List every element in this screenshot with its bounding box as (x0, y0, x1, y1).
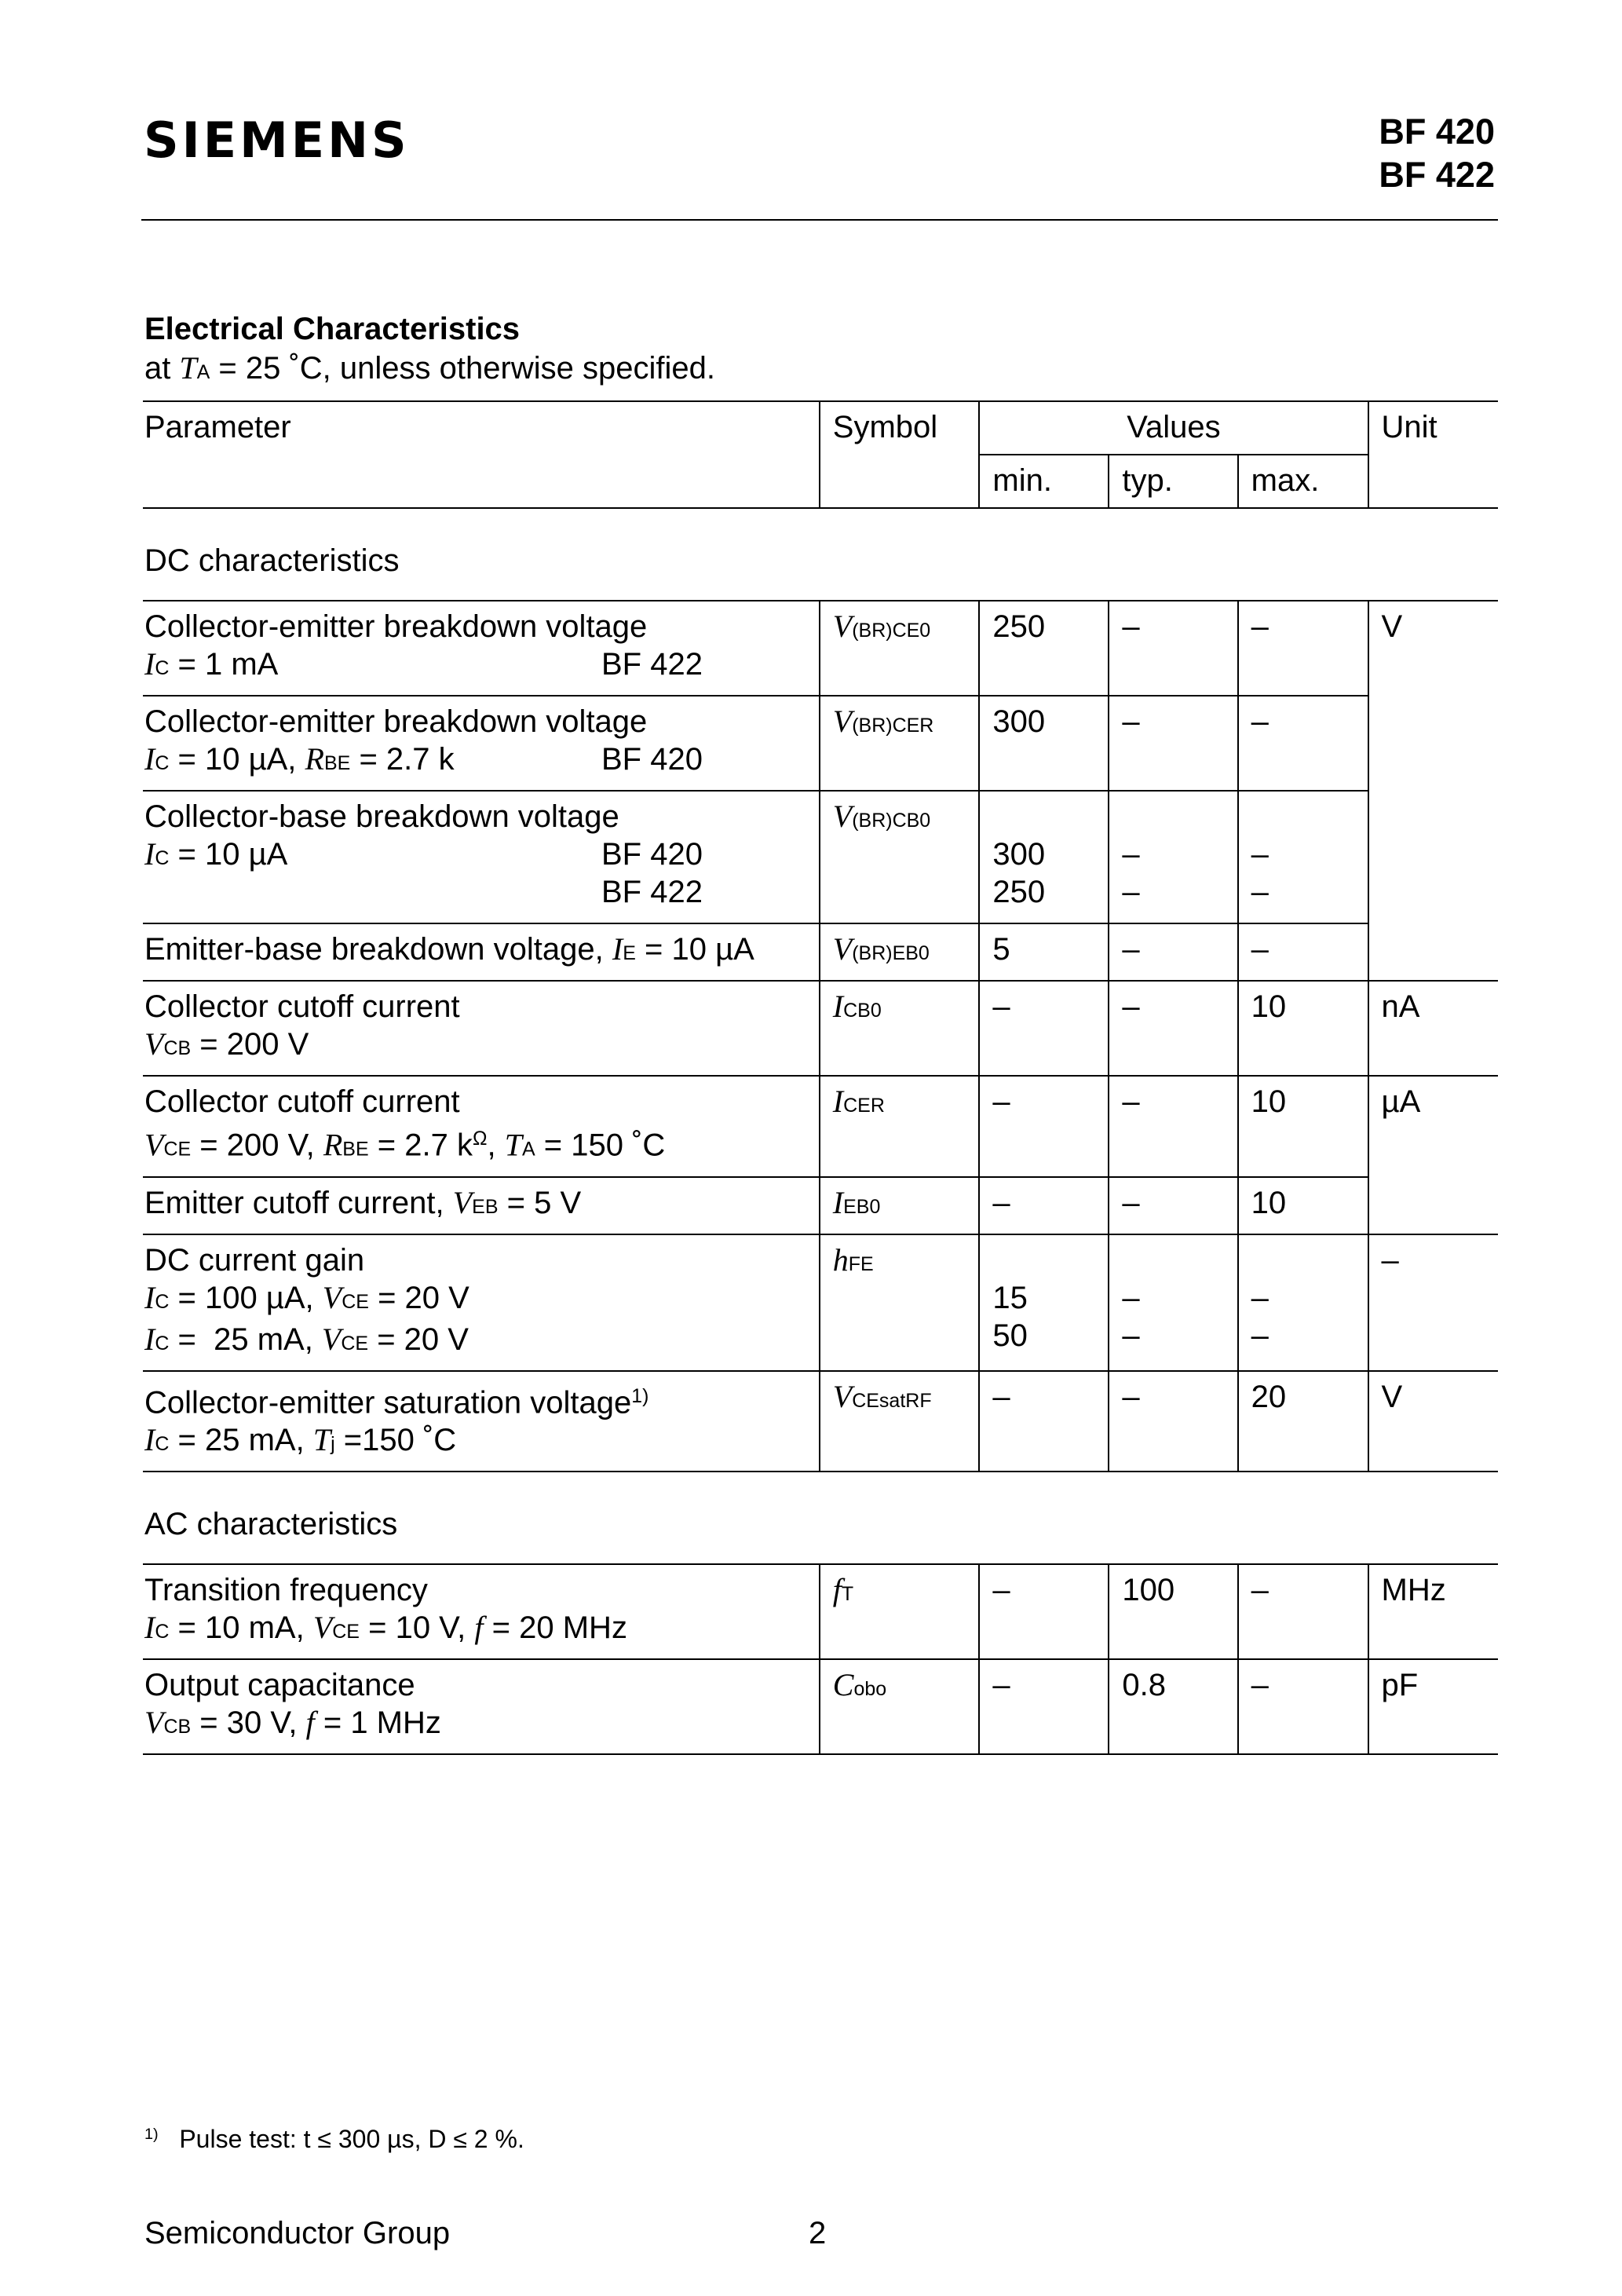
symbol-cell: hFE (820, 1234, 980, 1371)
header-unit: Unit (1368, 401, 1498, 508)
max-cell: – (1238, 923, 1368, 981)
min-cell: 250 (979, 601, 1109, 696)
parameter-cell (143, 1234, 820, 1371)
header-values: Values (979, 401, 1368, 455)
unit-cell: MHz (1368, 1564, 1498, 1659)
page-number: 2 (809, 2216, 827, 2250)
param-condition: IC = 10 µA (144, 836, 288, 872)
table-row (143, 1234, 1498, 1371)
typ-cell: – (1109, 1371, 1237, 1472)
max-cell: – (1238, 696, 1368, 791)
parameter-cell (143, 1564, 820, 1659)
table-row (143, 601, 1498, 696)
typ-cell: – (1109, 1076, 1237, 1177)
temp-symbol: T (179, 350, 197, 386)
param-condition: IC = 10 µA, RBE = 2.7 k (144, 741, 455, 777)
param-condition: IC = 25 mA, Tj =150 ˚C (144, 1422, 457, 1458)
table-row (143, 1177, 1498, 1234)
table-row (143, 696, 1498, 791)
min-cell: – (979, 981, 1109, 1076)
temp-symbol-sub: A (196, 362, 210, 383)
dc-section-title: DC characteristics (144, 543, 400, 578)
max-cell: – – (1238, 1234, 1368, 1371)
header-min: min. (979, 455, 1109, 508)
footnote-mark: 1) (144, 2126, 159, 2144)
max-cell: 10 (1238, 1177, 1368, 1234)
max-cell: – – (1238, 791, 1368, 923)
typ-cell: – (1109, 1177, 1237, 1234)
part-number-bf420: BF 420 (1379, 112, 1495, 152)
table-row (143, 1659, 1498, 1754)
footnote-text: Pulse test: t ≤ 300 µs, D ≤ 2 %. (179, 2125, 524, 2153)
symbol-cell: fT (820, 1564, 980, 1659)
ac-section-title: AC characteristics (144, 1507, 398, 1542)
min-cell: 300 250 (979, 791, 1109, 923)
unit-cell: V (1368, 1371, 1498, 1472)
symbol-cell: IEB0 (820, 1177, 980, 1234)
parameter-cell (143, 601, 820, 696)
variant-label: BF 420 (601, 742, 703, 777)
electrical-characteristics-table (143, 400, 1498, 1755)
footer-group: Semiconductor Group (144, 2216, 451, 2250)
variant-label: BF 420 (601, 837, 703, 872)
unit-cell: pF (1368, 1659, 1498, 1754)
param-condition: IC = 1 mA (144, 646, 279, 682)
unit-cell: µA (1368, 1076, 1498, 1234)
param-condition-spacer (144, 877, 819, 915)
siemens-logo: SIEMENS (144, 112, 410, 169)
max-cell: – (1238, 1659, 1368, 1754)
min-cell: – (979, 1076, 1109, 1177)
param-condition: VCE = 200 V, RBE = 2.7 $k^\Omega$, TA = 150 ˚C (144, 1127, 666, 1163)
table-row (143, 981, 1498, 1076)
typ-cell: – (1109, 981, 1237, 1076)
unit-cell: – (1368, 1234, 1498, 1371)
symbol-cell: V(BR)CE0 (820, 601, 980, 696)
section-title: Electrical Characteristics (144, 312, 521, 346)
symbol-cell: V(BR)CER (820, 696, 980, 791)
dc-section-row (143, 508, 1498, 601)
header-parameter: Parameter (143, 401, 820, 508)
parameter-cell (143, 791, 820, 923)
param-text: Collector-emitter breakdown voltage (144, 609, 648, 644)
table-row (143, 1076, 1498, 1177)
param-text: Transition frequency (144, 1573, 428, 1608)
conditions-prefix: at (144, 351, 180, 386)
param-condition: VCB = 200 V (144, 1026, 309, 1062)
parameter-cell: Emitter-base breakdown voltage, IE = 10 µA (143, 923, 820, 981)
max-cell: 20 (1238, 1371, 1368, 1472)
symbol-cell: V(BR)EB0 (820, 923, 980, 981)
header-typ: typ. (1109, 455, 1237, 508)
parameter-cell: Emitter cutoff current, VEB = 5 V (143, 1177, 820, 1234)
typ-cell: – (1109, 696, 1237, 791)
symbol-cell: ICB0 (820, 981, 980, 1076)
max-cell: – (1238, 1564, 1368, 1659)
max-cell: 10 (1238, 1076, 1368, 1177)
variant-label: BF 422 (601, 647, 703, 682)
min-cell: – (979, 1371, 1109, 1472)
table-row (143, 791, 1498, 923)
typ-cell: 100 (1109, 1564, 1237, 1659)
param-text: Collector cutoff current (144, 989, 460, 1024)
param-condition: IC = 10 mA, VCE = 10 V, f = 20 MHz (144, 1610, 627, 1646)
table-header-row (143, 401, 1498, 455)
param-condition: IC = 25 mA, VCE = 20 V (144, 1321, 469, 1357)
typ-cell: – (1109, 923, 1237, 981)
param-text: Collector-base breakdown voltage (144, 799, 619, 834)
min-cell: 15 50 (979, 1234, 1109, 1371)
variant-label: BF 422 (601, 875, 703, 909)
typ-cell: – (1109, 601, 1237, 696)
typ-cell: – – (1109, 791, 1237, 923)
parameter-cell (143, 1659, 820, 1754)
symbol-cell: Cobo (820, 1659, 980, 1754)
parameter-cell (143, 1371, 820, 1472)
parameter-cell (143, 696, 820, 791)
symbol-cell: ICER (820, 1076, 980, 1177)
conditions-note (144, 349, 715, 386)
ac-section-row (143, 1472, 1498, 1564)
param-text: Output capacitance (144, 1668, 415, 1703)
header-divider (141, 219, 1498, 221)
param-text: DC current gain (144, 1242, 365, 1278)
header-max: max. (1238, 455, 1368, 508)
symbol-cell: VCEsatRF (820, 1371, 980, 1472)
part-number-bf422: BF 422 (1379, 155, 1495, 195)
footnote (144, 2125, 524, 2154)
unit-cell: nA (1368, 981, 1498, 1076)
param-text: Collector cutoff current (144, 1084, 460, 1119)
table-row (143, 923, 1498, 981)
param-text: Collector-emitter saturation voltage$^{1)}$ (144, 1385, 649, 1420)
param-condition: IC = 100 µA, VCE = 20 V (144, 1279, 469, 1315)
max-cell: – (1238, 601, 1368, 696)
min-cell: 300 (979, 696, 1109, 791)
header-symbol: Symbol (820, 401, 980, 508)
min-cell: – (979, 1659, 1109, 1754)
parameter-cell (143, 1076, 820, 1177)
min-cell: 5 (979, 923, 1109, 981)
typ-cell: – – (1109, 1234, 1237, 1371)
typ-cell: 0.8 (1109, 1659, 1237, 1754)
parameter-cell (143, 981, 820, 1076)
param-text: Collector-emitter breakdown voltage (144, 704, 648, 739)
conditions-rest: = 25 ˚C, unless otherwise specified. (210, 351, 715, 386)
param-condition: VCB = 30 V, f = 1 MHz (144, 1705, 441, 1741)
table-row (143, 1371, 1498, 1472)
symbol-cell: V(BR)CB0 (820, 791, 980, 923)
table-row (143, 1564, 1498, 1659)
max-cell: 10 (1238, 981, 1368, 1076)
min-cell: – (979, 1177, 1109, 1234)
unit-cell: V (1368, 601, 1498, 981)
min-cell: – (979, 1564, 1109, 1659)
